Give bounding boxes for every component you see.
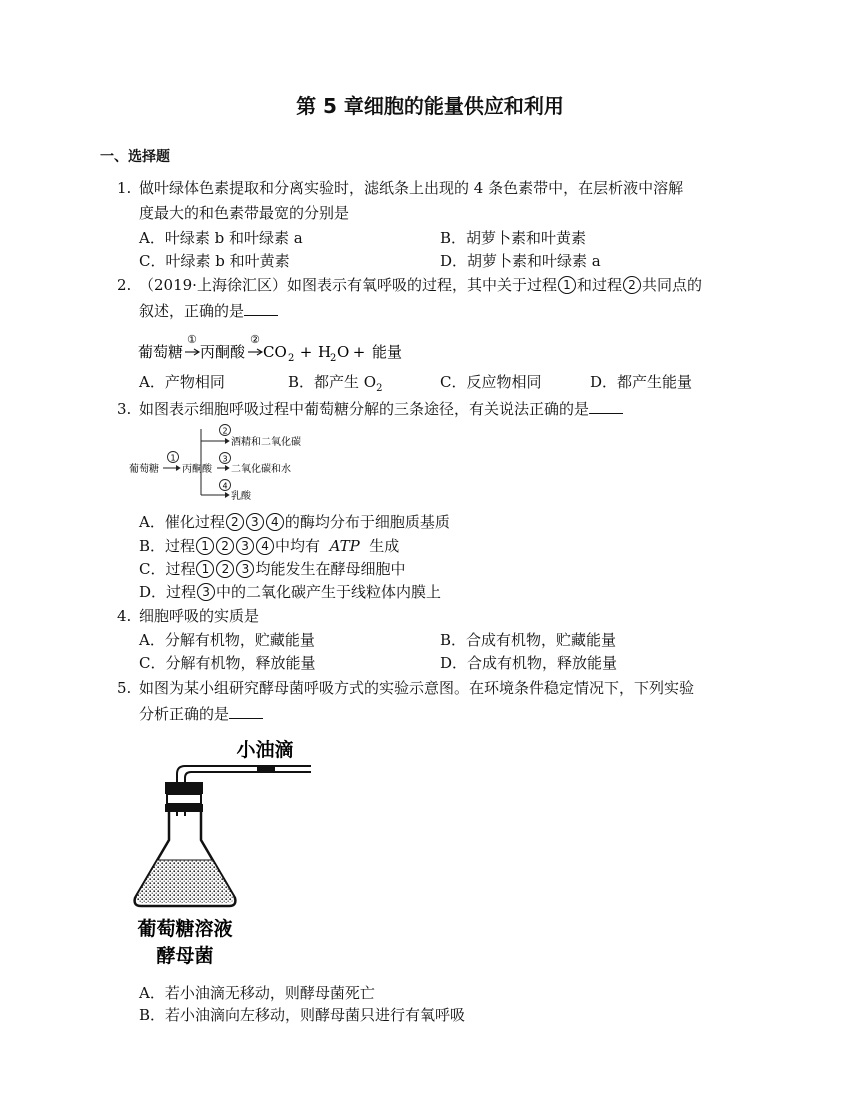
q1-stem-text: 做叶绿体色素提取和分离实验时，滤纸条上出现的 4 条色素带中，在层析液中溶解	[139, 179, 684, 197]
stopper-top	[165, 782, 203, 794]
pathway-arrowhead-2	[225, 439, 229, 444]
q2-stem-text-b: 共同点的	[641, 276, 702, 294]
step-3-marker: 3	[236, 560, 254, 578]
q3-option-d	[139, 581, 441, 602]
q3-option-b-text: B．过程	[139, 537, 196, 555]
step-4-marker: 4	[256, 537, 274, 555]
formula-co2: CO	[263, 343, 287, 361]
pathway-step3-label: 3	[222, 454, 228, 464]
formula-svg	[138, 330, 438, 366]
q3-option-b-text-2: 中均有	[275, 537, 321, 555]
respiration-formula	[138, 330, 438, 366]
q5-stem-line2	[139, 703, 263, 724]
formula-pyruvate: 丙酮酸	[200, 343, 246, 361]
section-heading: 一、选择题	[100, 149, 170, 165]
formula-step2: ②	[250, 333, 260, 346]
step-1-marker: 1	[196, 537, 214, 555]
q1-number: 1.	[117, 179, 132, 197]
q1-option-b: B．胡萝卜素和叶黄素	[440, 229, 587, 247]
q5-stem-line1	[117, 677, 694, 698]
pathway-product-4: 乳酸	[231, 491, 251, 502]
q5-number: 5.	[117, 679, 132, 697]
q2-stem-line1	[117, 274, 702, 295]
flask-figure	[125, 730, 325, 970]
formula-glucose: 葡萄糖	[138, 343, 184, 361]
q3-option-b-atp: ATP	[329, 537, 360, 555]
pathway-figure	[127, 422, 337, 504]
answer-blank	[229, 704, 263, 719]
pathway-pyruvate: 丙酮酸	[182, 464, 212, 475]
q2-option-c: C．反应物相同	[440, 373, 542, 391]
q5-option-a: A．若小油滴无移动，则酵母菌死亡	[139, 984, 375, 1002]
q4-option-d: D．合成有机物，释放能量	[440, 654, 618, 672]
pathway-svg	[127, 422, 337, 504]
q2-option-b-sub: 2	[376, 383, 383, 394]
pathway-step2-label: 2	[222, 426, 228, 436]
formula-co2-sub: 2	[288, 353, 295, 364]
step-2-marker: 2	[226, 513, 244, 531]
formula-energy: 能量	[372, 343, 403, 361]
q1-stem-line1	[117, 177, 683, 198]
label-yeast: 酵母菌	[156, 945, 214, 967]
answer-blank	[244, 301, 278, 316]
step-3-marker: 3	[246, 513, 264, 531]
step-2-marker: 2	[623, 276, 641, 294]
q1-option-c: C．叶绿素 b 和叶黄素	[139, 252, 290, 270]
q1-option-d: D．胡萝卜素和叶绿素 a	[440, 252, 601, 270]
q4-stem	[117, 605, 259, 626]
q2-stem-text-2: 叙述，正确的是	[139, 302, 245, 320]
stopper-band	[167, 794, 201, 804]
step-4-marker: 4	[266, 513, 284, 531]
q3-option-c-text: C．过程	[139, 560, 196, 578]
step-3-marker: 3	[236, 537, 254, 555]
q3-option-a	[139, 511, 450, 532]
q3-stem-text: 如图表示细胞呼吸过程中葡萄糖分解的三条途径，有关说法正确的是	[139, 400, 590, 418]
flask-svg	[125, 730, 325, 970]
pathway-product-2: 酒精和二氧化碳	[231, 437, 301, 448]
formula-plus-2: +	[348, 343, 371, 361]
page-title: 第 5 章细胞的能量供应和利用	[296, 94, 564, 118]
formula-h2o-o: O	[337, 343, 350, 361]
q2-option-b-text: B．都产生 O	[288, 373, 377, 391]
formula-step1: ①	[187, 333, 197, 346]
oil-drop	[257, 766, 275, 772]
q2-number: 2.	[117, 276, 132, 294]
pathway-product-3: 二氧化碳和水	[231, 464, 291, 475]
q3-option-c	[139, 558, 406, 579]
q4-number: 4.	[117, 607, 132, 625]
q2-stem-and: 和过程	[576, 276, 622, 294]
pathway-arrowhead-1	[176, 466, 180, 471]
formula-h2o-sub: 2	[330, 353, 337, 364]
q4-option-c: C．分解有机物，释放能量	[139, 654, 316, 672]
q1-option-a: A．叶绿素 b 和叶绿素 a	[139, 229, 303, 247]
q3-option-a-text: A．催化过程	[139, 513, 225, 531]
q3-option-c-text-2: 均能发生在酵母细胞中	[255, 560, 406, 578]
pathway-step4-label: 4	[222, 481, 228, 491]
q4-stem-text: 细胞呼吸的实质是	[139, 607, 260, 625]
q3-option-b-text-3: 生成	[369, 537, 400, 555]
stopper-bottom	[165, 804, 203, 812]
q2-option-d: D．都产生能量	[590, 373, 693, 391]
pathway-glucose: 葡萄糖	[129, 464, 159, 475]
formula-h2o-h: H	[318, 343, 332, 361]
q1-stem-line2: 度最大的和色素带最宽的分别是	[139, 204, 350, 222]
answer-blank	[589, 399, 623, 414]
glass-tube-inner	[185, 772, 311, 816]
pathway-arrowhead-3	[225, 466, 229, 471]
q2-option-a: A．产物相同	[139, 373, 225, 391]
step-2-marker: 2	[216, 560, 234, 578]
q2-option-b	[288, 371, 382, 394]
q3-option-b	[139, 535, 399, 556]
step-3-marker: 3	[197, 583, 215, 601]
step-2-marker: 2	[216, 537, 234, 555]
flask-solution	[137, 860, 234, 903]
formula-plus-1: +	[295, 343, 318, 361]
q2-stem-text-a: （2019·上海徐汇区）如图表示有氧呼吸的过程，其中关于过程	[139, 276, 557, 294]
q5-stem-text: 如图为某小组研究酵母菌呼吸方式的实验示意图。在环境条件稳定情况下，下列实验	[139, 679, 695, 697]
q5-stem-text-2: 分析正确的是	[139, 705, 230, 723]
q3-stem	[117, 398, 623, 419]
step-1-marker: 1	[558, 276, 576, 294]
label-oil-drop: 小油滴	[236, 739, 294, 761]
label-glucose-solution: 葡萄糖溶液	[137, 918, 233, 940]
step-1-marker: 1	[196, 560, 214, 578]
q3-option-d-text-2: 中的二氧化碳产生于线粒体内膜上	[216, 583, 442, 601]
q2-stem-line2	[139, 300, 278, 321]
q4-option-a: A．分解有机物，贮藏能量	[139, 631, 315, 649]
pathway-arrowhead-4	[225, 493, 229, 498]
q5-option-b: B．若小油滴向左移动，则酵母菌只进行有氧呼吸	[139, 1006, 466, 1024]
q3-number: 3.	[117, 400, 132, 418]
q4-option-b: B．合成有机物，贮藏能量	[440, 631, 617, 649]
q3-option-a-text-2: 的酶均分布于细胞质基质	[284, 513, 450, 531]
pathway-step1-label: 1	[170, 453, 176, 463]
q3-option-d-text: D．过程	[139, 583, 197, 601]
